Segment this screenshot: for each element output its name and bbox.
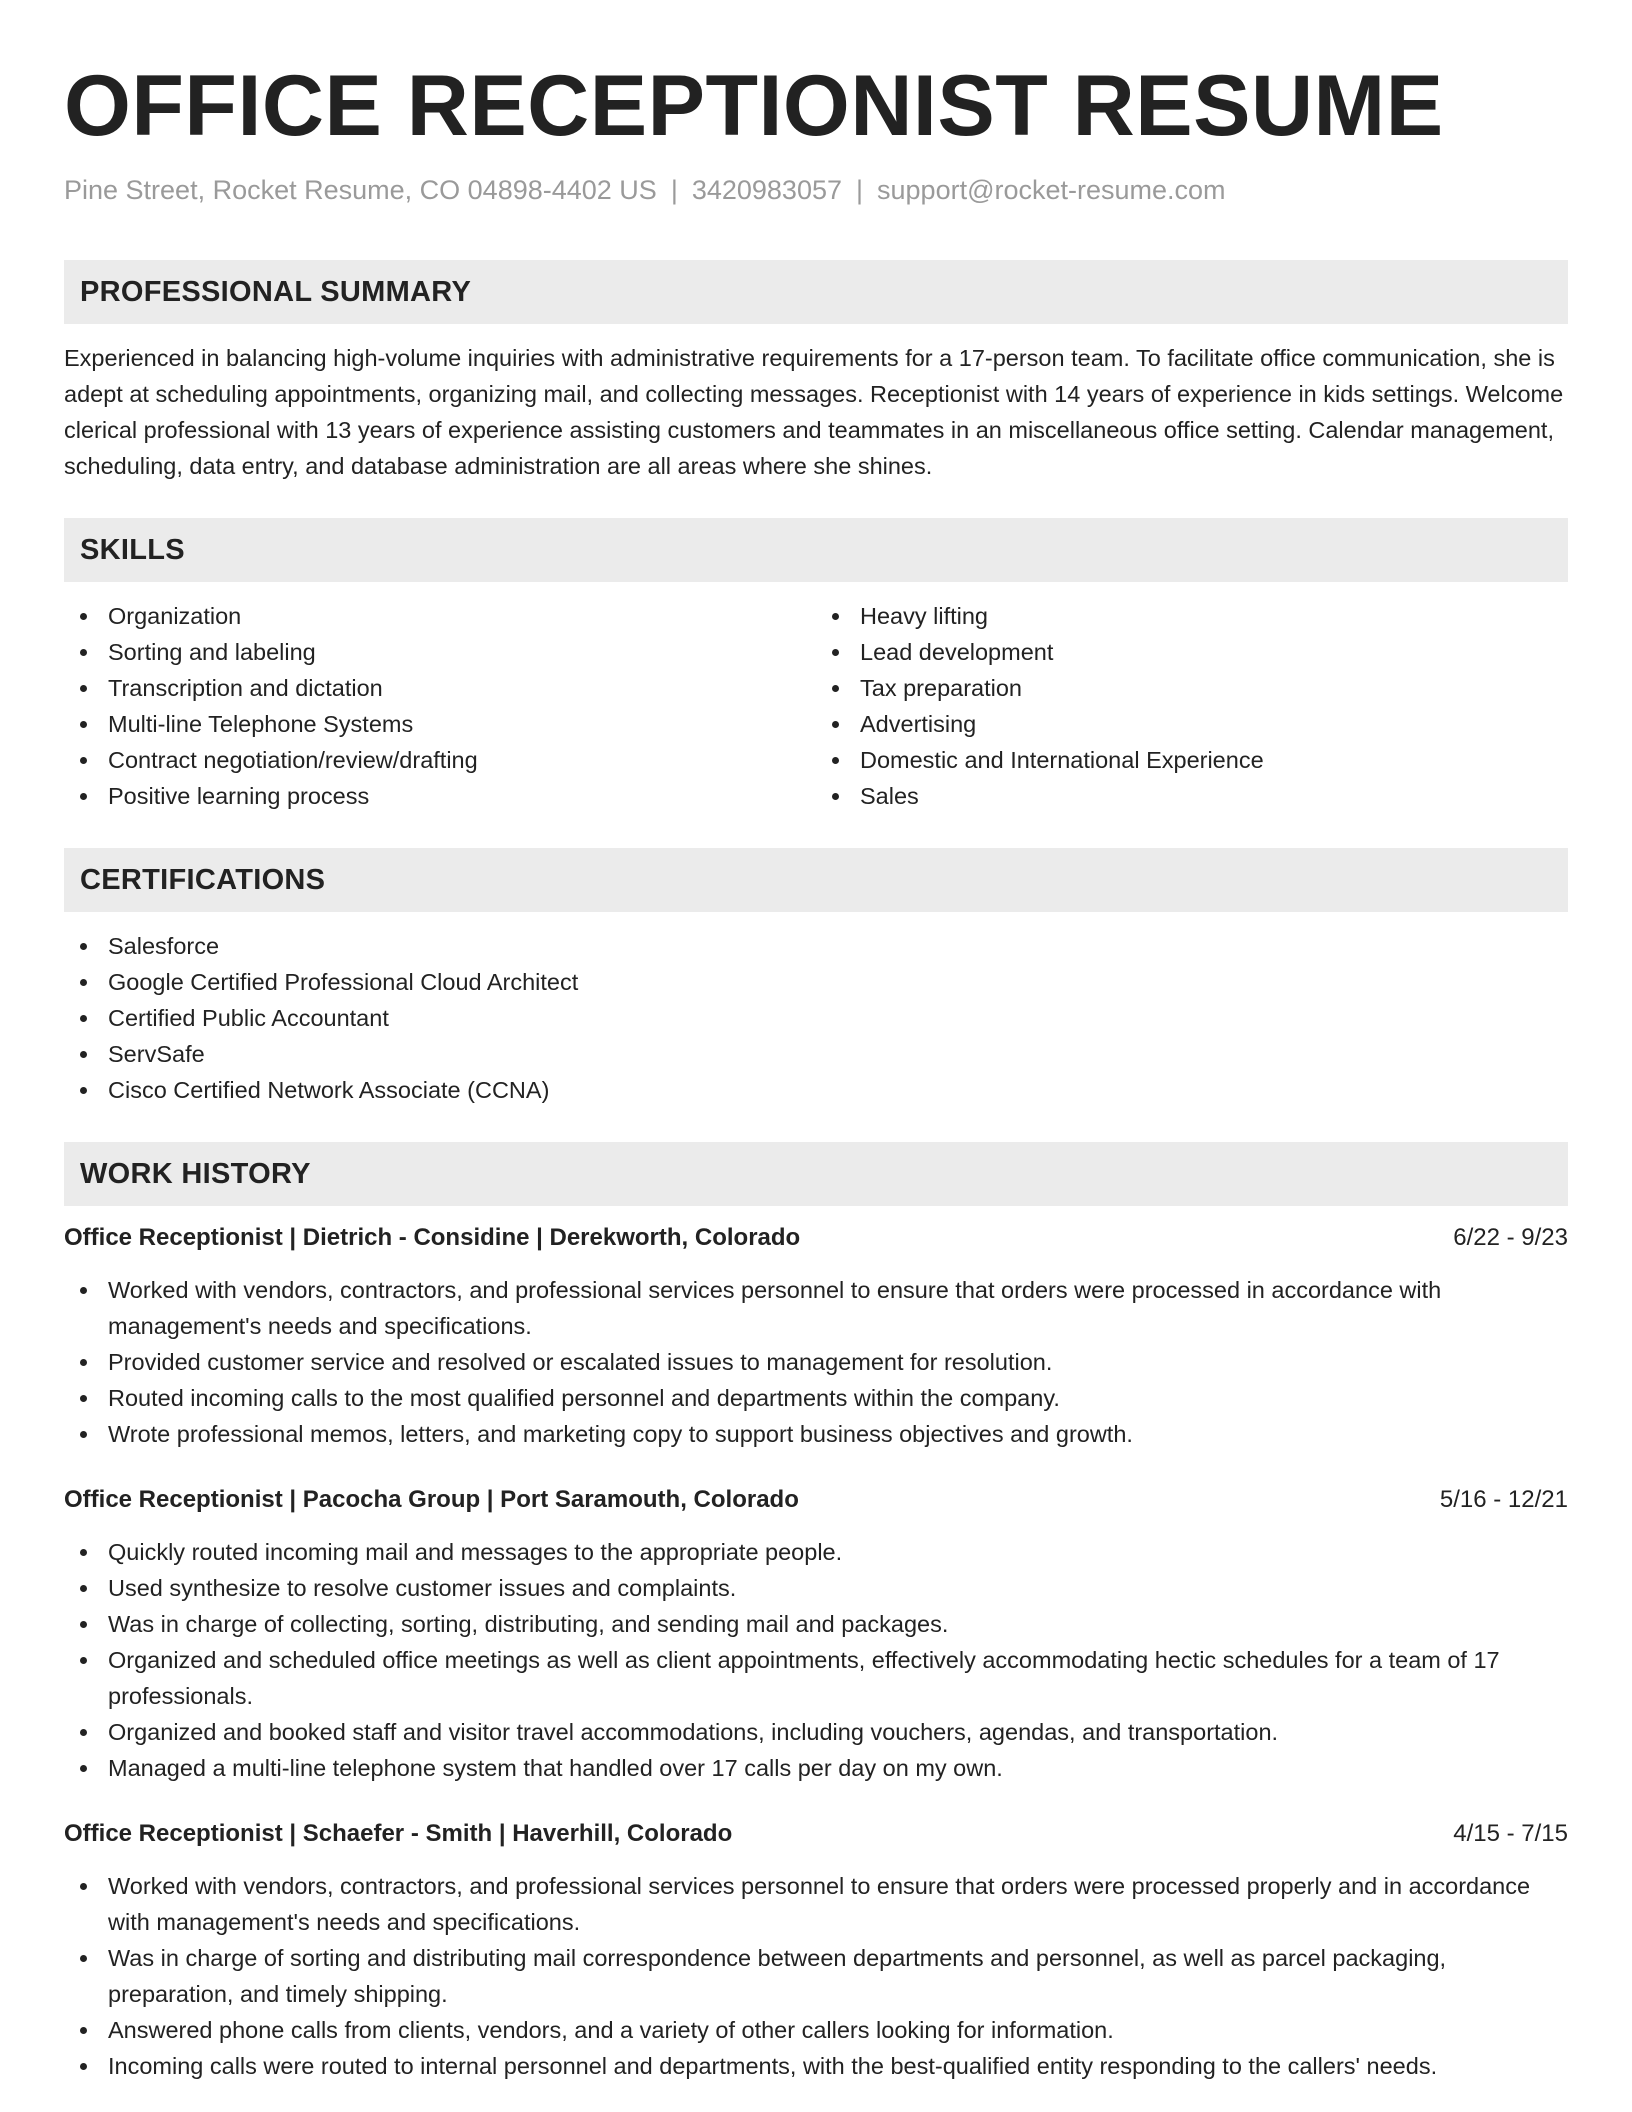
certification-item: Cisco Certified Network Associate (CCNA) [64, 1072, 1568, 1108]
skills-list [64, 598, 1568, 814]
skill-item: Advertising [816, 706, 1568, 742]
address: Pine Street, Rocket Resume, CO 04898-4402 US [64, 175, 657, 205]
job-bullet: Routed incoming calls to the most qualified personnel and departments within the company. [64, 1380, 1568, 1416]
job-bullet: Quickly routed incoming mail and messages to the appropriate people. [64, 1534, 1568, 1570]
certification-item: Certified Public Accountant [64, 1000, 1568, 1036]
contact-separator: | [856, 175, 864, 205]
certifications-heading: CERTIFICATIONS [64, 848, 1568, 912]
summary-text: Experienced in balancing high-volume inquiries with administrative requirements for a 17-person team. To facilitate office communication, she is adept at scheduling appointments, organizing mail, and collecting messages. Receptionist with 14 years of experience in kids settings. Welcome clerical professional with 13 years of experience assisting customers and teammates in an miscellaneous office setting. Calendar management, scheduling, data entry, and database administration are all areas where she shines. [64, 345, 1564, 479]
skill-item: Domestic and International Experience [816, 742, 1568, 778]
skill-item: Positive learning process [64, 778, 816, 814]
job-bullet: Organized and scheduled office meetings as well as client appointments, effectively accommodating hectic schedules for a team of 17 professionals. [64, 1642, 1568, 1714]
job-dates: 4/15 - 7/15 [1453, 1820, 1568, 1847]
job-title: Office Receptionist | Dietrich - Considine | Derekworth, Colorado [64, 1224, 801, 1251]
phone: 3420983057 [691, 175, 842, 205]
skill-item: Organization [64, 598, 816, 634]
job-entry [64, 1816, 1568, 2084]
skill-item: Tax preparation [816, 670, 1568, 706]
skill-item: Lead development [816, 634, 1568, 670]
job-header [64, 1482, 1568, 1518]
job-bullet: Worked with vendors, contractors, and professional services personnel to ensure that orders were processed in accordance with management's needs and specifications. [64, 1272, 1568, 1344]
job-bullet: Provided customer service and resolved or escalated issues to management for resolution. [64, 1344, 1568, 1380]
job-bullet: Answered phone calls from clients, vendors, and a variety of other callers looking for information. [64, 2012, 1568, 2048]
contact-separator: | [670, 175, 678, 205]
skill-item: Sorting and labeling [64, 634, 816, 670]
job-bullet: Organized and booked staff and visitor travel accommodations, including vouchers, agendas, and transportation. [64, 1714, 1568, 1750]
resume-title: OFFICE RECEPTIONIST RESUME [64, 58, 1444, 154]
job-header [64, 1220, 1568, 1256]
contact-line [64, 172, 1568, 208]
skills-left-column [64, 598, 816, 814]
certification-item: Salesforce [64, 928, 1568, 964]
skill-item: Sales [816, 778, 1568, 814]
skill-item: Contract negotiation/review/drafting [64, 742, 816, 778]
skill-item: Transcription and dictation [64, 670, 816, 706]
job-bullets [64, 1534, 1568, 1786]
work-history-heading: WORK HISTORY [64, 1142, 1568, 1206]
job-bullet: Wrote professional memos, letters, and marketing copy to support business objectives and growth. [64, 1416, 1568, 1452]
job-dates: 6/22 - 9/23 [1453, 1224, 1568, 1251]
skills-right-column [816, 598, 1568, 814]
summary-heading: PROFESSIONAL SUMMARY [64, 260, 1568, 324]
job-bullets [64, 1272, 1568, 1452]
job-title: Office Receptionist | Pacocha Group | Port Saramouth, Colorado [64, 1486, 799, 1513]
job-bullet: Incoming calls were routed to internal personnel and departments, with the best-qualified entity responding to the callers' needs. [64, 2048, 1568, 2084]
job-header [64, 1816, 1568, 1852]
skill-item: Heavy lifting [816, 598, 1568, 634]
job-dates: 5/16 - 12/21 [1439, 1486, 1568, 1513]
email: support@rocket-resume.com [877, 175, 1226, 205]
job-title: Office Receptionist | Schaefer - Smith | Haverhill, Colorado [64, 1820, 733, 1847]
certification-item: ServSafe [64, 1036, 1568, 1072]
job-bullet: Managed a multi-line telephone system that handled over 17 calls per day on my own. [64, 1750, 1568, 1786]
skills-heading: SKILLS [64, 518, 1568, 582]
job-entry [64, 1482, 1568, 1786]
job-bullets [64, 1868, 1568, 2084]
job-entry [64, 1220, 1568, 1452]
job-bullet: Used synthesize to resolve customer issues and complaints. [64, 1570, 1568, 1606]
job-bullet: Worked with vendors, contractors, and professional services personnel to ensure that orders were processed properly and in accordance with management's needs and specifications. [64, 1868, 1568, 1940]
job-bullet: Was in charge of collecting, sorting, distributing, and sending mail and packages. [64, 1606, 1568, 1642]
job-bullet: Was in charge of sorting and distributing mail correspondence between departments and personnel, as well as parcel packaging, preparation, and timely shipping. [64, 1940, 1568, 2012]
certifications-list [64, 928, 1568, 1108]
skill-item: Multi-line Telephone Systems [64, 706, 816, 742]
certification-item: Google Certified Professional Cloud Architect [64, 964, 1568, 1000]
